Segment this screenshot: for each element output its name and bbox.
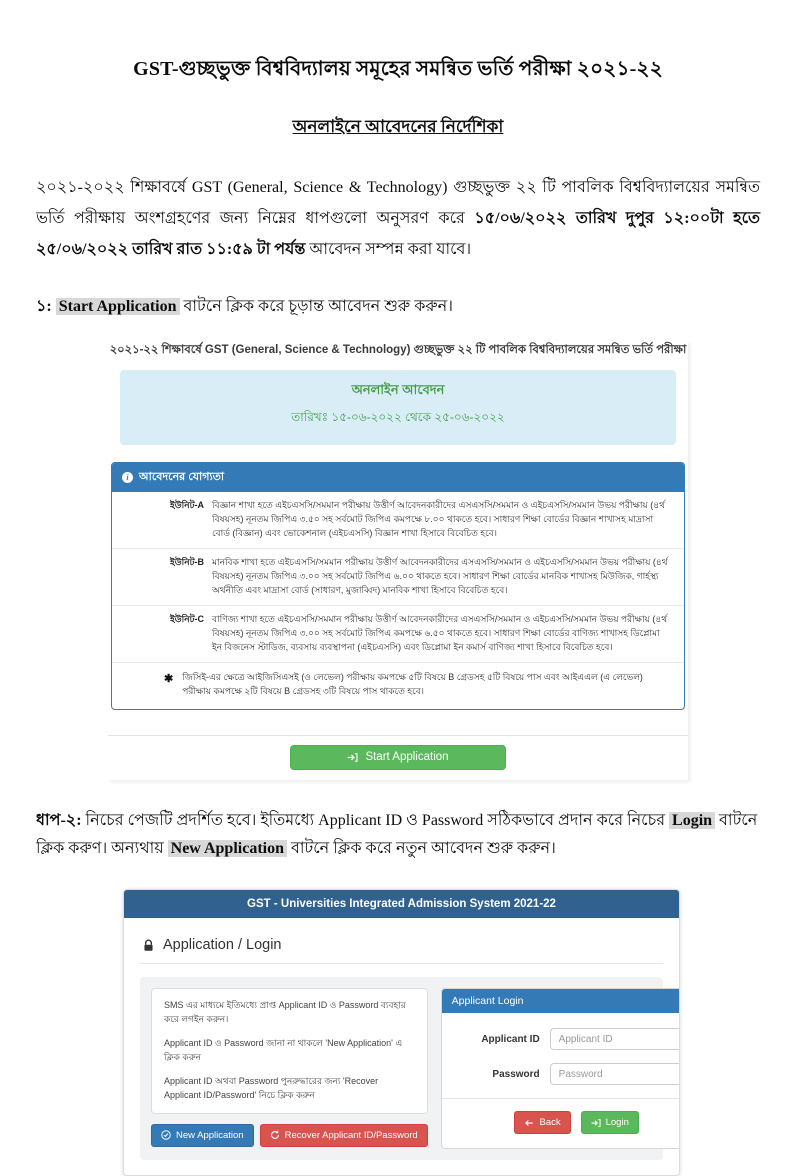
password-row <box>454 1063 680 1085</box>
unit-c-text: বাণিজ্য শাখা হতে এইচএসসি/সমমান পরীক্ষায় উত্তীর্ণ আবেদনকারীদের এসএসসি/সমমান ও এইচএসসি/সমমান উভয় পরীক্ষায় (৪র্থ বিষয়সহ) নূনতম জিপিএ ৩.০০ সহ সর্বমোট জিপিএ কমপক্ষে ৬.৫০ থাকতে হবে। সাধারণ শিক্ষা বোর্ডের বাণিজ্য শাখাসহ ডিপ্লোমা ইন বিজনেস স্টাডিজ, ব্যবসায় ব্যবস্থাপনা (এইচএসসি) এবং ডিপ্লোমা ইন কমার্স বাণিজ্য শাখা হিসাবে বিবেচিত হবে। <box>212 613 668 652</box>
intro-paragraph <box>36 172 760 266</box>
eligibility-header-label: আবেদনের যোগ্যতা <box>139 471 225 484</box>
back-button-label: Back <box>539 1117 561 1129</box>
eligibility-row-unit-c <box>112 605 684 662</box>
eligibility-panel <box>111 462 685 709</box>
recover-id-password-label: Recover Applicant ID/Password <box>284 1129 418 1141</box>
login-content-area <box>140 977 663 1160</box>
admission-system-heading: ২০২১-২২ শিক্ষাবর্ষে GST (General, Science & Technology) গুচ্ছভুক্ত ২২ টি পাবলিক বিশ্ববিদ্যালয়ের সমন্বিত ভর্তি পরীক্ষা <box>109 344 687 357</box>
login-page-body <box>124 918 679 1175</box>
info-icon: i <box>122 472 133 483</box>
divider <box>108 735 688 736</box>
eligibility-row-unit-a <box>112 492 684 548</box>
intro-text-2: আবেদন সম্পন্ন করা যাবে। <box>305 241 472 259</box>
application-login-heading <box>140 930 663 964</box>
step2-text-3: বাটনে ক্লিক করে নতুন আবেদন শুরু করুন। <box>286 840 556 858</box>
login-help-column <box>151 988 428 1147</box>
new-application-label: New Application <box>176 1129 244 1141</box>
notice-title: অনলাইন আবেদন <box>351 382 445 398</box>
step2-text-1: নিচের পেজটি প্রদর্শিত হবে। ইতিমধ্যে Applicant ID ও Password সঠিকভাবে প্রদান করে নিচের <box>81 811 670 829</box>
instruction-sms: SMS এর মাধ্যমে ইতিমধ্যে প্রাপ্ত Applicant ID ও Password ব্যবহার করে লগইন করুন। <box>164 1000 406 1025</box>
intro-text-1: ২০২১-২০২২ শিক্ষাবর্ষে GST (General, Science & Technology) গুচ্ছভুক্ত ২২ টি পাবলিক বিশ্ববিদ্যালয়ের সমন্বিত ভর্তি পরীক্ষায় অংশগ্রহণের জন্য নিম্নের ধাপগুলো অনুসরণ করে <box>36 179 760 228</box>
password-input[interactable] <box>550 1063 680 1085</box>
admission-system-navbar: GST - Universities Integrated Admission System 2021-22 <box>124 890 679 918</box>
start-application-button[interactable] <box>290 745 506 770</box>
unit-a-text: বিজ্ঞান শাখা হতে এইচএসসি/সমমান পরীক্ষায় উত্তীর্ণ আবেদনকারীদের এসএসসি/সমমান ও এইচএসসি/সমমান উভয় পরীক্ষায় (৪র্থ বিষয়সহ) নূনতম জিপিএ ৩.৫০ সহ সর্বমোট জিপিএ কমপক্ষে ৮.০০ থাকতে হবে। সাধারণ শিক্ষা বোর্ডের বিজ্ঞান শাখাসহ মাদ্রাসা বোর্ড (বিজ্ঞান) এবং ভোকেশনাল (এইচএসসি) বিজ্ঞান শাখা হিসাবে বিবেচিত হবে। <box>212 500 665 539</box>
applicant-login-column <box>441 988 680 1149</box>
unit-c-label: ইউনিট-C <box>169 613 204 624</box>
applicant-login-card <box>441 988 680 1149</box>
login-button-label: Login <box>605 1117 629 1129</box>
unit-b-text: মানবিক শাখা হতে এইচএসসি/সমমান পরীক্ষায় উত্তীর্ণ আবেদনকারীদের এসএসসি/সমমান ও এইচএসসি/সমমান উভয় পরীক্ষায় (৪র্থ বিষয়সহ) নূনতম জিপিএ ৩.০০ সহ সর্বমোট জিপিএ ৬.০০ থাকতে হবে। সাধারণ শিক্ষা বোর্ডের মানবিক শাখাসহ মিউজিক, গার্হস্থ্য অর্থনীতি এবং মাদ্রাসা বোর্ড (সাধারণ, মুজাব্বিদ) মানবিক শাখা হিসাবে বিবেচিত হবে। <box>212 557 668 596</box>
intro-deadline: ১৫/০৬/২০২২ তারিখ দুপুর ১২:০০টা হতে ২৫/০৬/২০২২ তারিখ রাত ১১:৫৯ টা পর্যন্ত <box>36 210 760 259</box>
gce-note-text: জিসিই-এর ক্ষেত্রে আইজিসিএসই (ও লেভেল) পরীক্ষায় কমপক্ষে ৫টি বিষয়ে B গ্রেডসহ ৫টি বিষয়ে পাস এবং আইএএল (এ লেভেল) পরীক্ষায় কমপক্ষে ২টি বিষয়ে B গ্রেডসহ ৩টি বিষয়ে পাস থাকতে হবে। <box>182 671 643 696</box>
start-application-label: Start Application <box>365 751 449 764</box>
sign-in-icon <box>591 1118 601 1128</box>
step2-highlight-login: Login <box>669 812 715 829</box>
eligibility-row-unit-b <box>112 548 684 605</box>
step1-instruction <box>36 293 760 322</box>
applicant-id-input[interactable] <box>550 1028 680 1050</box>
applicant-id-label: Applicant ID <box>481 1033 540 1045</box>
back-button[interactable] <box>514 1111 570 1134</box>
eligibility-panel-header <box>112 463 684 492</box>
screenshot-start-page <box>108 341 688 779</box>
check-circle-icon <box>161 1130 171 1140</box>
login-button[interactable] <box>581 1111 639 1134</box>
step1-highlight: Start Application <box>56 298 180 315</box>
notice-dates: তারিখঃ ১৫-০৬-২০২২ থেকে ২৫-০৬-২০২২ <box>291 410 505 425</box>
login-instructions-box <box>151 988 428 1114</box>
online-application-notice <box>120 370 676 445</box>
new-application-button[interactable] <box>151 1124 254 1147</box>
applicant-id-row <box>454 1028 680 1050</box>
instruction-new-application: Applicant ID ও Password জানা না থাকলে 'New Application' এ ক্লিক করুন <box>164 1038 403 1063</box>
unit-b-label: ইউনিট-B <box>169 557 204 568</box>
step2-label: ধাপ-২: <box>36 811 82 829</box>
screenshot-login-page <box>123 889 680 1176</box>
unit-a-label: ইউনিট-A <box>169 500 204 511</box>
asterisk-icon: ✱ <box>164 672 174 685</box>
step1-label: ১: <box>36 297 56 315</box>
password-label: Password <box>492 1068 540 1080</box>
step2-text-2: বাটনে ক্লিক করুণ। অন্যথায় <box>36 811 758 858</box>
page-title: GST-গুচ্ছভুক্ত বিশ্ববিদ্যালয় সমূহের সমন্বিত ভর্তি পরীক্ষা ২০২১-২২ <box>133 58 663 80</box>
instruction-recover: Applicant ID অথবা Password পুনরুদ্ধারের জন্য 'Recover Applicant ID/Password' নিচে ক্লিক করুন <box>164 1076 379 1100</box>
recover-id-password-button[interactable] <box>260 1124 428 1147</box>
step2-instruction <box>36 807 760 865</box>
step1-text: বাটনে ক্লিক করে চূড়ান্ত আবেদন শুরু করুন। <box>179 297 453 315</box>
arrow-left-icon <box>524 1118 534 1128</box>
login-card-divider <box>442 1098 680 1099</box>
application-login-title: Application / Login <box>163 937 282 954</box>
sign-in-icon <box>347 752 358 763</box>
lock-icon <box>142 939 155 952</box>
applicant-login-card-header: Applicant Login <box>442 989 680 1013</box>
step2-highlight-new-application: New Application <box>168 840 287 857</box>
refresh-icon <box>270 1130 280 1140</box>
eligibility-note-row <box>112 662 684 709</box>
page-subtitle: অনলাইনে আবেদনের নির্দেশিকা <box>292 117 504 136</box>
